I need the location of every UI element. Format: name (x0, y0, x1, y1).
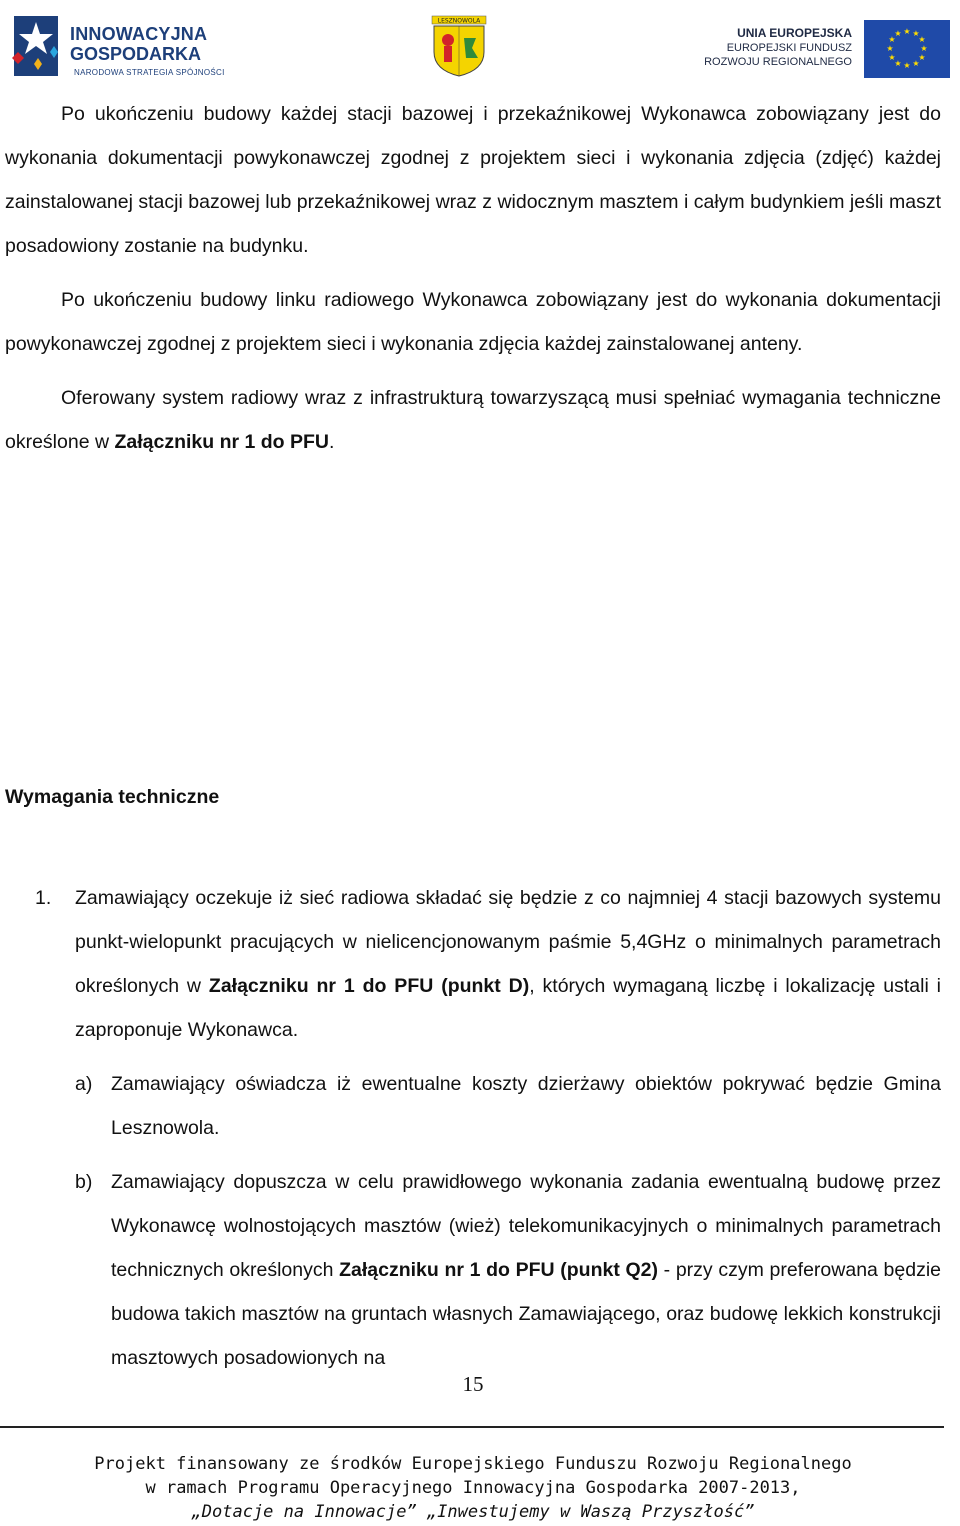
svg-text:★: ★ (918, 53, 926, 62)
sub-item-b-end: - przy czym preferowana będzie budowa takich masztów na gruntach własnych Zamawiającego, oraz budowę lekkich konstrukcji masztowych posadowionych na (111, 1259, 942, 1369)
logo-text-line3: NARODOWA STRATEGIA SPÓJNOŚCI (74, 68, 225, 77)
eu-text-line2: EUROPEJSKI FUNDUSZ (726, 42, 852, 54)
eu-text-line1: UNIA EUROPEJSKA (737, 26, 852, 40)
document-body (5, 92, 941, 464)
sub-item-a (5, 1062, 941, 1150)
sub-item-a-label: a) (75, 1073, 93, 1095)
footer-line-1: Projekt finansowany ze środków Europejskiego Funduszu Rozwoju Regionalnego (94, 1454, 852, 1474)
svg-text:★: ★ (888, 53, 896, 62)
section-heading: Wymagania techniczne (5, 786, 220, 808)
crest-label: LESZNOWOLA (437, 17, 481, 25)
page-number: 15 (462, 1372, 484, 1396)
paragraph-3 (5, 376, 941, 464)
logo-text-line2: GOSPODARKA (70, 44, 202, 64)
list-item-1 (5, 876, 941, 1052)
svg-text:★: ★ (894, 59, 902, 68)
footer-line-2: w ramach Programu Operacyjnego Innowacyjna Gospodarka 2007-2013, (145, 1478, 801, 1498)
requirements-list (5, 876, 941, 1380)
paragraph-2: Po ukończeniu budowy linku radiowego Wykonawca zobowiązany jest do wykonania dokumentacji powykonawczej zgodnej z projektem sieci i wykonania zdjęcia każdej zainstalowanej anteny. (5, 289, 941, 355)
paragraph-3-text: Oferowany system radiowy wraz z infrastrukturą towarzyszącą musi spełniać wymagania techniczne określone w (5, 387, 941, 453)
eu-text-line3: ROZWOJU REGIONALNEGO (704, 56, 852, 68)
svg-text:★: ★ (920, 44, 928, 53)
sub-item-b (5, 1160, 941, 1380)
svg-text:★: ★ (886, 44, 894, 53)
paragraph-3-bold: Załączniku nr 1 do PFU (114, 431, 330, 453)
svg-text:★: ★ (903, 61, 911, 70)
footer (0, 1452, 946, 1524)
sub-item-b-text: Zamawiający dopuszcza w celu prawidłowego wykonania zadania ewentualną budowę przez Wykonawcę wolnostojących masztów (wież) telekomunikacyjnych o minimalnych parametrach technicznych określonych (111, 1171, 941, 1281)
paragraph-1: Po ukończeniu budowy każdej stacji bazowej i przekaźnikowej Wykonawca zobowiązany jest do wykonania dokumentacji powykonawczej zgodnej z projektem sieci i wykonania zdjęcia (zdjęć) każdej zainstalowanej stacji bazowej lub przekaźnikowej wraz z widocznym masztem i całym budynkiem jeśli maszt posadowiony zostanie na budynku. (5, 103, 941, 257)
list-item-1-text: Zamawiający oczekuje iż sieć radiowa składać się będzie z co najmniej 4 stacji bazowych systemu punkt-wielopunkt pracujących w nielicencjonowanym paśmie 5,4GHz o minimalnych parametrach określonych w (75, 887, 941, 997)
eu-flag-icon (864, 20, 950, 78)
list-item-1-bold: Załączniku nr 1 do PFU (punkt D) (208, 975, 530, 997)
footer-line-3: „Dotacje na Innowacje” „Inwestujemy w Waszą Przyszłość” (191, 1502, 755, 1522)
svg-text:★: ★ (912, 29, 920, 38)
svg-text:★: ★ (903, 27, 911, 36)
sub-item-b-label: b) (75, 1171, 93, 1193)
footer-divider (0, 1426, 944, 1428)
innowacyjna-gospodarka-logo (8, 12, 228, 80)
svg-text:★: ★ (894, 29, 902, 38)
list-item-1-end: , których wymaganą liczbę i lokalizację ustali i zaproponuje Wykonawca. (75, 975, 941, 1041)
list-item-1-number: 1. (35, 887, 52, 909)
logo-text-line1: INNOWACYJNA (70, 24, 208, 44)
svg-text:★: ★ (918, 35, 926, 44)
svg-text:★: ★ (888, 35, 896, 44)
sub-item-a-text: Zamawiający oświadcza iż ewentualne koszty dzierżawy obiektów pokrywać będzie Gmina Lesznowola. (111, 1073, 941, 1139)
eu-logo (700, 20, 950, 78)
svg-text:★: ★ (912, 59, 920, 68)
paragraph-3-end: . (329, 431, 335, 453)
star-logo-icon (8, 12, 66, 80)
sub-item-b-bold: Załączniku nr 1 do PFU (punkt Q2) (339, 1259, 659, 1281)
lesznowola-crest-icon (428, 14, 490, 78)
